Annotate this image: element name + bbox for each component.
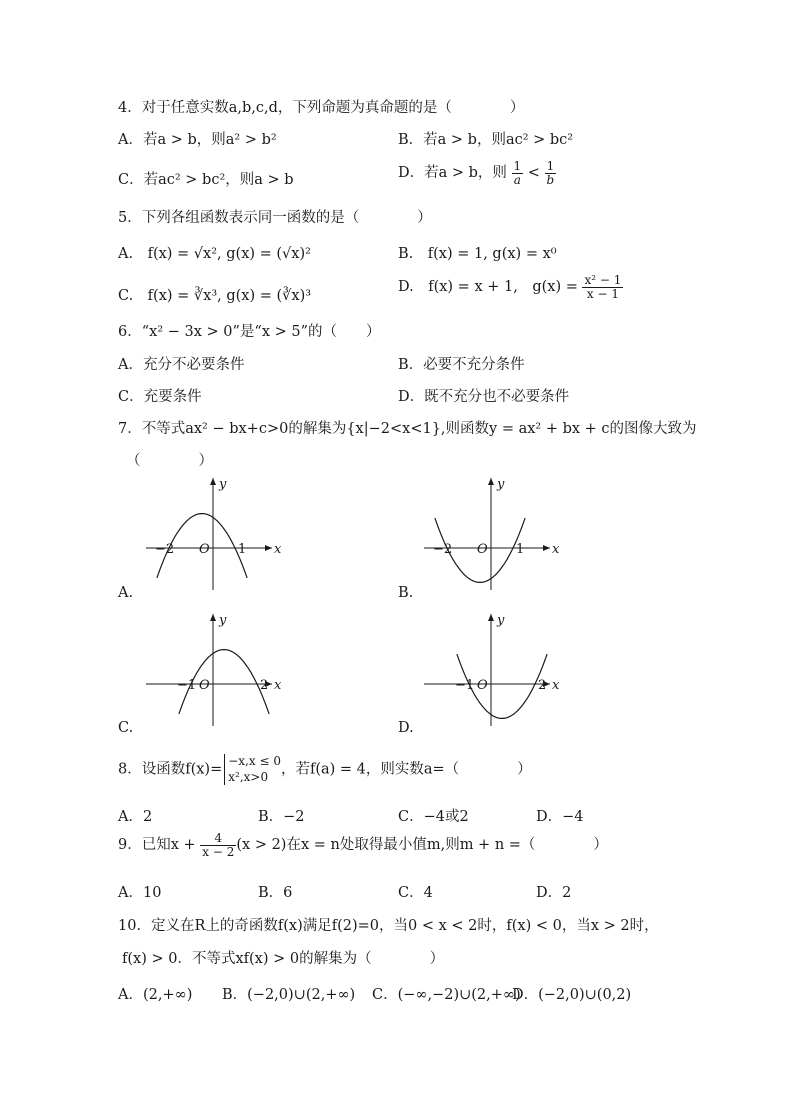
- q9-stem-suffix: (x > 2)在x = n处取得最小值m,则m + n =（ ）: [236, 837, 608, 854]
- origin-label: O: [199, 542, 210, 557]
- q10-option-a: A．(2,+∞): [118, 987, 193, 1003]
- q8-option-d: D．−4: [536, 809, 584, 825]
- q4-option-d-frac2: [545, 160, 557, 186]
- q4-frac1-num: 1: [513, 159, 522, 173]
- q9-option-a: A．10: [118, 885, 162, 901]
- y-axis-arrow: [210, 478, 216, 485]
- q4-option-d-prefix: D．若a > b，则: [398, 165, 507, 182]
- root-label: 1: [238, 542, 247, 557]
- root-label: −2: [433, 542, 453, 557]
- q10-line-1: 10．定义在R上的奇函数f(x)满足f(2)=0，当0 < x < 2时，f(x) < 0，当x > 2时，: [118, 918, 659, 934]
- y-axis-label: y: [219, 613, 227, 628]
- q7-label-b: B.: [398, 585, 414, 601]
- q4-option-a: A．若a > b，则a² > b²: [118, 132, 277, 148]
- q7-label-d: D.: [398, 720, 414, 736]
- y-axis-arrow: [488, 478, 494, 485]
- q4-option-b: B．若a > b，则ac² > bc²: [398, 132, 574, 148]
- q8-stem: [118, 754, 532, 785]
- q4-frac2-num: 1: [545, 160, 557, 174]
- q9-frac: [200, 832, 236, 858]
- q9-frac-den: x − 2: [202, 844, 235, 859]
- q9-option-b: B．6: [258, 885, 293, 901]
- q5-option-b: B. f(x) = 1, g(x) = x⁰: [398, 246, 557, 262]
- x-axis-label: x: [274, 542, 282, 557]
- q8-case-1: −x,x ≤ 0: [228, 754, 281, 768]
- q5-frac-num: x² − 1: [584, 273, 622, 287]
- root-label: −2: [155, 542, 175, 557]
- root-label: 2: [260, 678, 269, 693]
- q9-frac-num: 4: [200, 832, 236, 846]
- x-axis-label: x: [552, 542, 560, 557]
- origin-label: O: [199, 678, 210, 693]
- q5-frac-den: x − 1: [586, 286, 619, 301]
- q6-stem: 6．“x² − 3x > 0”是“x > 5”的（ ）: [118, 324, 381, 340]
- root-label: 1: [516, 542, 525, 557]
- q6-option-a: A．充分不必要条件: [118, 357, 245, 373]
- q8-case-2: x²,x>0: [228, 769, 269, 784]
- q10-option-b: B．(−2,0)∪(2,+∞): [222, 987, 356, 1003]
- q4-option-d-frac1: [512, 160, 524, 186]
- q8-option-a: A．2: [118, 809, 153, 825]
- q10-option-d: D．(−2,0)∪(0,2): [512, 987, 632, 1003]
- q9-option-d: D．2: [536, 885, 572, 901]
- y-axis-label: y: [497, 613, 505, 628]
- q5-option-d-prefix: D. f(x) = x + 1, g(x) =: [398, 279, 578, 296]
- q8-stem-suffix: ，若f(a) = 4，则实数a=（ ）: [280, 761, 532, 778]
- y-axis-label: y: [497, 477, 505, 492]
- q5-option-d: [398, 274, 623, 300]
- q4-option-d: [398, 160, 556, 186]
- root-label: −1: [455, 678, 475, 693]
- q5-option-c: C. f(x) = ∛x³, g(x) = (∛x)³: [118, 288, 312, 304]
- q7-graph-a: [138, 472, 288, 594]
- q7-stem: 7．不等式ax² − bx+c>0的解集为{x|−2<x<1},则函数y = ax² + bx + c的图像大致为: [118, 421, 697, 437]
- x-axis-arrow: [265, 545, 272, 551]
- q4-option-c: C．若ac² > bc²，则a > b: [118, 172, 294, 188]
- q8-stem-prefix: 8．设函数f(x)=: [118, 761, 223, 778]
- root-label: 2: [538, 678, 547, 693]
- q6-option-b: B．必要不充分条件: [398, 357, 525, 373]
- q5-stem: 5．下列各组函数表示同一函数的是（ ）: [118, 210, 432, 226]
- q6-option-d: D．既不充分也不必要条件: [398, 389, 570, 405]
- q7-paren: （ ）: [126, 453, 213, 469]
- q9-stem: [118, 832, 608, 858]
- q8-option-c: C．−4或2: [398, 809, 469, 825]
- x-axis-label: x: [274, 678, 282, 693]
- q8-option-b: B．−2: [258, 809, 305, 825]
- q7-graph-c: [138, 608, 288, 730]
- y-axis-label: y: [219, 477, 227, 492]
- q8-piecewise: [224, 754, 281, 785]
- q7-graph-d: [416, 608, 566, 730]
- y-axis-arrow: [210, 614, 216, 621]
- q6-option-c: C．充要条件: [118, 389, 202, 405]
- q10-line-2: f(x) > 0．不等式xf(x) > 0的解集为（ ）: [122, 951, 445, 967]
- y-axis-arrow: [488, 614, 494, 621]
- q4-stem: 4．对于任意实数a,b,c,d，下列命题为真命题的是（ ）: [118, 100, 525, 116]
- q9-stem-prefix: 9．已知x +: [118, 837, 196, 854]
- origin-label: O: [477, 542, 488, 557]
- q7-label-c: C.: [118, 720, 134, 736]
- q7-label-a: A.: [118, 585, 134, 601]
- origin-label: O: [477, 678, 488, 693]
- q10-option-c: C．(−∞,−2)∪(2,+∞): [372, 987, 521, 1003]
- root-label: −1: [177, 678, 197, 693]
- x-axis-arrow: [543, 545, 550, 551]
- q9-option-c: C．4: [398, 885, 433, 901]
- q5-option-a: A. f(x) = √x², g(x) = (√x)²: [118, 246, 311, 262]
- q4-frac2-den: b: [546, 172, 555, 187]
- x-axis-label: x: [552, 678, 560, 693]
- q4-frac1-den: a: [513, 172, 521, 187]
- q7-graph-b: [416, 472, 566, 594]
- q4-option-d-lt: <: [527, 165, 540, 182]
- q5-option-d-frac: [582, 274, 623, 300]
